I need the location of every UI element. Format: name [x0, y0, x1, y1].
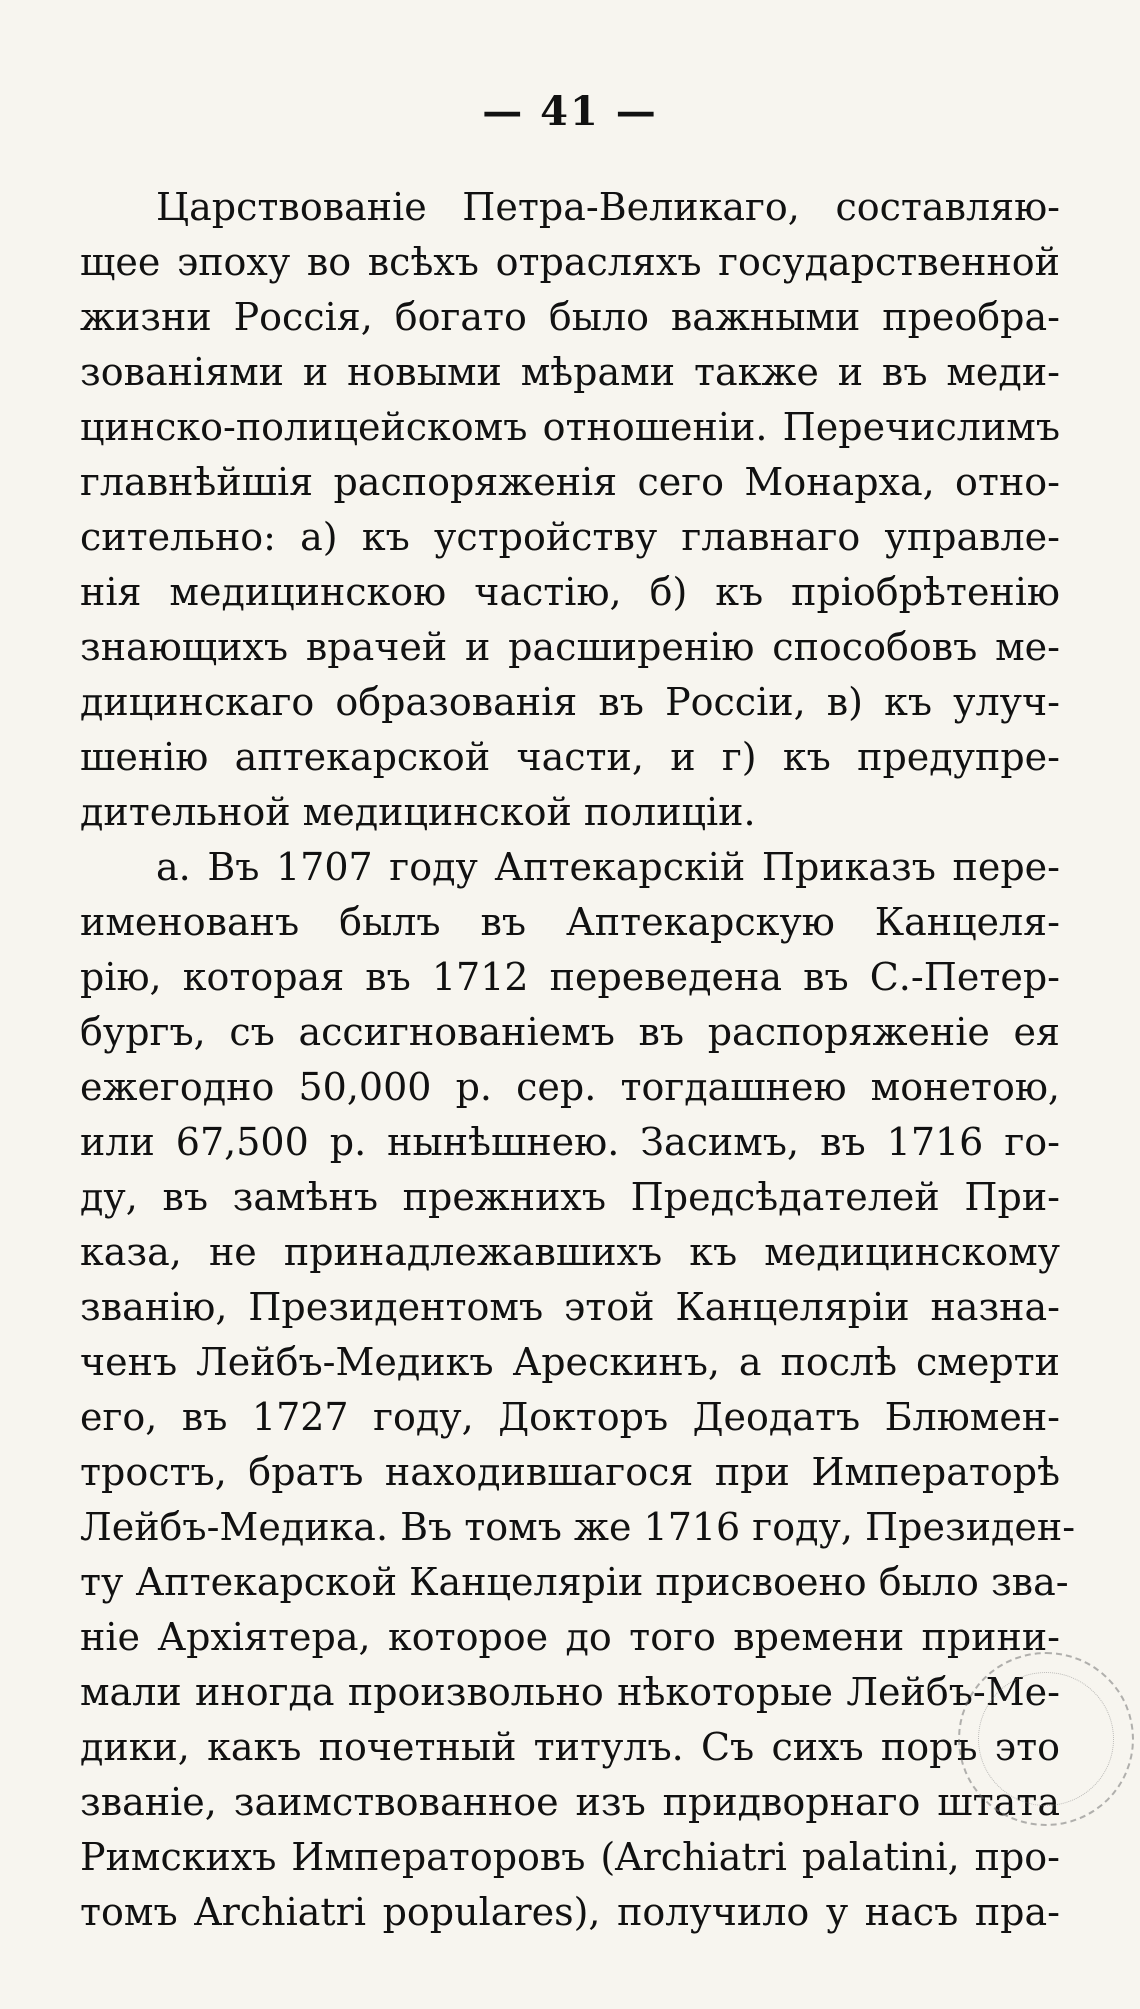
text-line: каза, не принадлежавшихъ къ медицинскому [80, 1230, 1060, 1274]
text-line: главнѣйшія распоряженія сего Монарха, отно- [80, 460, 1060, 504]
library-stamp [958, 1652, 1134, 1826]
page-number: — 41 — [482, 88, 658, 135]
text-line: или 67,500 р. нынѣшнею. Засимъ, въ 1716 го- [80, 1120, 1060, 1164]
text-line: званіе, заимствованное изъ придворнаго штата [80, 1780, 1060, 1824]
text-line: рію, которая въ 1712 переведена въ С.-Петер- [80, 955, 1060, 999]
text-line: шенію аптекарской части, и г) къ предупре- [80, 735, 1060, 779]
text-line: жизни Россія, богато было важными преобра- [80, 295, 1060, 339]
text-line: тростъ, братъ находившагося при Императорѣ [80, 1450, 1060, 1494]
text-line: Римскихъ Императоровъ (Archiatri palatini, про- [80, 1835, 1060, 1879]
text-line: ченъ Лейбъ-Медикъ Арескинъ, а послѣ смерти [80, 1340, 1060, 1384]
text-line: званію, Президентомъ этой Канцеляріи назна- [80, 1285, 1060, 1329]
text-line: бургъ, съ ассигнованіемъ въ распоряженіе ея [80, 1010, 1060, 1054]
text-line: ту Аптекарской Канцеляріи присвоено было зва- [80, 1560, 1069, 1604]
text-line: дительной медицинской полиціи. [80, 790, 756, 834]
text-line: томъ Archiatri populares), получило у насъ пра- [80, 1890, 1060, 1934]
text-line: Царствованіе Петра-Великаго, составляю- [156, 185, 1060, 229]
text-line: нія медицинскою частію, б) къ пріобрѣтенію [80, 570, 1060, 614]
text-line: цинско-полицейскомъ отношеніи. Перечислимъ [80, 405, 1060, 449]
text-line: а. Въ 1707 году Аптекарскій Приказъ пере- [156, 845, 1060, 889]
text-body [80, 180, 1076, 1940]
text-line: зованіями и новыми мѣрами также и въ меди- [80, 350, 1060, 394]
text-line: мали иногда произвольно нѣкоторые Лейбъ-Ме- [80, 1670, 1060, 1714]
text-line: знающихъ врачей и расширенію способовъ ме- [80, 625, 1060, 669]
paragraph-2 [80, 840, 1076, 1940]
text-line: ежегодно 50,000 р. сер. тогдашнею монетою, [80, 1065, 1060, 1109]
text-line: ду, въ замѣнъ прежнихъ Предсѣдателей При- [80, 1175, 1060, 1219]
text-line: его, въ 1727 году, Докторъ Деодатъ Блюмен- [80, 1395, 1060, 1439]
text-line: сительно: а) къ устройству главнаго управле- [80, 515, 1060, 559]
text-line: дики, какъ почетный титулъ. Съ сихъ поръ это [80, 1725, 1060, 1769]
text-line: именованъ былъ въ Аптекарскую Канцеля- [80, 900, 1060, 944]
text-line: Лейбъ-Медика. Въ томъ же 1716 году, Президен- [80, 1505, 1076, 1549]
text-line: дицинскаго образованія въ Россіи, в) къ улуч- [80, 680, 1060, 724]
text-line: щее эпоху во всѣхъ отрасляхъ государственной [80, 240, 1060, 284]
paragraph-1 [80, 180, 1060, 840]
text-line: ніе Архіятера, которое до того времени прини- [80, 1615, 1060, 1659]
